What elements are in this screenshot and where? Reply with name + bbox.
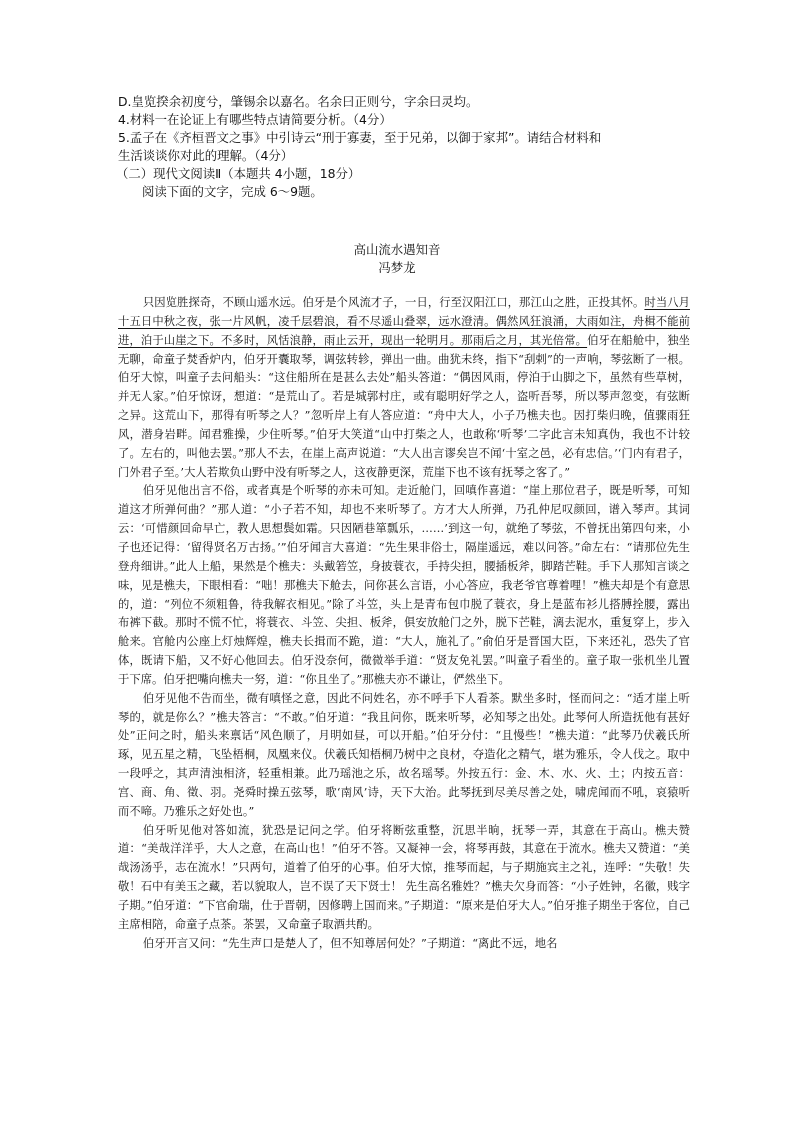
- question-5-line-2: 生活谈谈你对此的理解。（4分）: [118, 148, 294, 163]
- reading-instruction: 阅读下面的文字，完成 6～9题。: [142, 184, 323, 199]
- article-paragraph-4: 伯牙听见他对答如流，犹恐是记问之学。伯牙将断弦重整，沉思半晌，抚琴一弄，其意在于高山。樵夫赞道：“美哉洋洋乎，大人之意，在高山也！”伯牙不答。又凝神一会，将琴再鼓，其意在于流水。樵夫又赞道：“美哉汤汤乎，志在流水！”只两句，道着了伯牙的心事。伯牙大惊，推琴而起，与子期施宾主之礼，连呼：“失敬！失敬！石中有美玉之藏，若以貌取人，岂不误了天下贤士！ 先生高名雅姓？”樵夫欠身而答：“小子姓钟，名徽，贱字子期。”伯牙道：“下官俞瑞，仕于晋朝，因修聘上国而来。”子期道：“原来是伯牙大人。”伯牙推子期坐于客位，自己主席相陪，命童子点茶。茶罢，又命童子取酒共酌。: [118, 823, 690, 931]
- paragraph-1-lead: 只因览胜探奇，不顾山遥水远。伯牙是个风流才子，一日，行至汉阳江口，那江山之胜，正投其怀。: [142, 296, 645, 309]
- article-title: 高山流水遇知音: [353, 242, 441, 257]
- article-paragraph-5: 伯牙开言又问：“先生声口是楚人了，但不知尊居何处？”子期道：“离此不远，地名: [142, 936, 558, 950]
- article-paragraph-3: 伯牙见他不告而坐，微有嗔怪之意，因此不问姓名，亦不呼手下人看茶。默坐多时，怪而问之：“适才崖上听琴的，就是你么？”樵夫答言：“不敢。”伯牙道：“我且问你，既来听琴，必知琴之出处。此琴何人所造抚他有甚好处”正问之时，船头来禀话“风色顺了，月明如昼，可以开船。”伯牙分付：“且慢些！”樵夫道：“此琴乃伏羲氏所琢，见五星之精，飞坠梧桐，凤凰来仪。伏羲氏知梧桐乃树中之良材，夺造化之精气，堪为雅乐，令人伐之。取中一段呼之，其声清浊相济，轻重相兼。此乃瑶池之乐，故名瑶琴。外按五行：金、木、水、火、土；内按五音：宫、商、角、徵、羽。尧舜时操五弦琴，歌‘南风’诗，天下大治。此琴抚到尽美尽善之处，啸虎闻而不吼，哀猿听而不啼。乃雅乐之好处也。”: [118, 691, 690, 818]
- underlined-passage: 时当八月十五日中秋之夜，张一片风帆，凌千层碧浪，看不尽遥山叠翠，远水澄清。偶然风狂浪涌，大雨如注，舟楫不能前进，泊于山崖之下。不多时，风恬浪静，雨止云开，现出一轮明月。那雨后之月，其光倍常。: [118, 296, 690, 347]
- option-d: D.皇览揆余初度兮，肇锡余以嘉名。名余曰正则兮，字余曰灵均。: [118, 94, 479, 109]
- section-heading: （二）现代文阅读Ⅱ（本题共 4小题，18分）: [116, 166, 361, 181]
- article-paragraph-2: 伯牙见他出言不俗，或者真是个听琴的亦未可知。走近舱门，回嗔作喜道：“崖上那位君子，既是听琴，可知道这才所弹何曲？”那人道：“小子若不知，却也不来听琴了。方才大人所弹，乃孔仲尼叹颜回，谱入琴声。其词云：‘可惜颜回命早亡，教人思想鬓如霜。只因陋巷箪瓢乐，……’到这一句，就绝了琴弦，不曾抚出第四句来，小子也还记得：‘留得贤名万古扬。’”伯牙闻言大喜道：“先生果非俗士，隔崖遥远，难以问答。”命左右：“请那位先生登舟细讲。”此人上船，果然是个樵夫：头戴箬笠，身披蓑衣，手持尖担，腰插板斧，脚踏芒鞋。手下人那知言谈之味，见是樵夫，下眼相看：“咄！那樵夫下舱去，问你甚么言语，小心答应，我老爷官尊着哩！”樵夫却是个有意思的，道：“列位不须粗鲁，待我解衣相见。”除了斗笠，头上是青布包巾脱了蓑衣，身上是蓝布衫儿搭膊拴腰，露出布裤下截。那时不慌不忙，将蓑衣、斗笠、尖担、板斧，俱安放舱门之外，脱下芒鞋，漓去泥水，重复穿上，步入舱来。官舱内公座上灯烛辉煌，樵夫长揖而不跪，道：“大人，施礼了。”俞伯牙是晋国大臣，下来还礼，恐失了官体，既请下船，又不好心他回去。伯牙没奈何，微微举手道：“贤友免礼罢。”叫童子看坐的。童子取一张机坐儿置于下席。伯牙把嘴向樵夫一努，道：“你且坐了。”那樵夫亦不谦让，俨然坐下。: [118, 484, 690, 686]
- question-block: [118, 93, 690, 201]
- article-body: [118, 294, 690, 954]
- question-5-line-1: 5.孟子在《齐桓晋文之事》中引诗云“刑于寡妻，至于兄弟，以御于家邦”。请结合材料和: [118, 130, 602, 145]
- paragraph-1-rest: 伯牙在船舱中，独坐无聊，命童子焚香炉内，伯牙开囊取琴，调弦转轸，弹出一曲。曲犹未终，指下“刮剌”的一声响，琴弦断了一根。伯牙大惊，叫童子去问船头：“这住船所在是甚么去处”船头答道：“偶因风雨，停泊于山脚之下，虽然有些草树，并无人家。”伯牙惊讶，想道：“是荒山了。若是城郭村庄，或有聪明好学之人，盗听吾琴，所以琴声忽变，有弦断之异。这荒山下，那得有听琴之人？”忽听岸上有人答应道：“舟中大人，小子乃樵夫也。因打柴归晚，值骤雨狂风，潜身岩畔。闻君雅操，少住听琴。”伯牙大笑道“山中打柴之人，也敢称‘听琴’二字此言未知真伪，我也不计较了。左右的，叫他去罢。”那人不去，在崖上高声说道：“大人出言谬矣岂不闻‘十室之邑，必有忠信。’‘门内有君子，门外君子至。’大人若欺负山野中没有听琴之人，这夜静更深，荒崖下也不该有抚琴之客了。”: [118, 333, 690, 479]
- question-4: 4.材料一在论证上有哪些特点请简要分析。（4分）: [118, 112, 392, 127]
- article-paragraph-1: [118, 294, 690, 482]
- article-author: 冯梦龙: [378, 260, 416, 275]
